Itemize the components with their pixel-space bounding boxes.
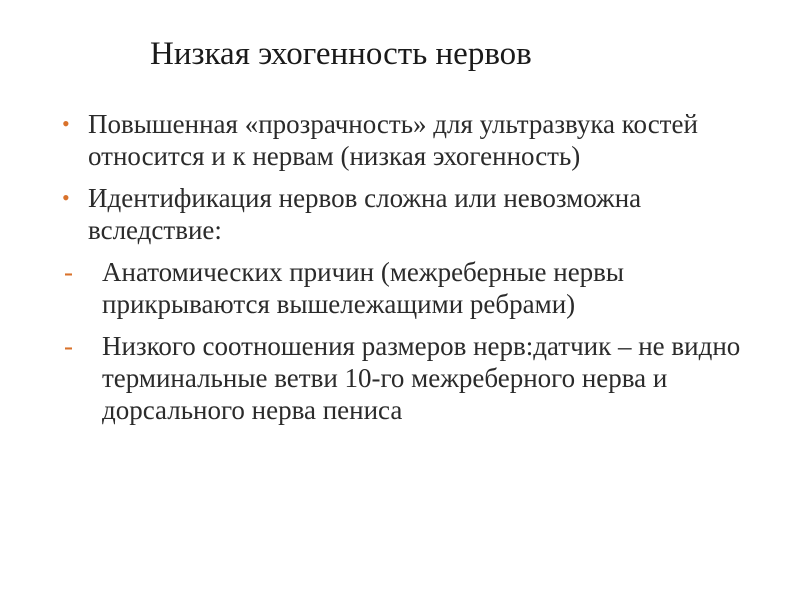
list-item [60,256,760,320]
bullet-list [60,108,760,436]
dash-icon: - [64,331,73,361]
dash-icon: - [64,257,73,287]
list-item-text: Анатомических причин (межреберные нервы прикрываются вышележащими ребрами) [102,257,625,319]
bullet-dot-icon: • [62,111,70,136]
list-item-text: Повышенная «прозрачность» для ультразвука костей относится и к нервам (низкая эхогенность) [88,109,698,171]
list-item [60,108,760,172]
slide-title: Низкая эхогенность нервов [150,36,532,72]
list-item [60,330,760,426]
list-item [60,182,760,246]
list-item-text: Низкого соотношения размеров нерв:датчик – не видно терминальные ветви 10-го межреберного нерва и дорсального нерва пениса [102,331,741,425]
list-item-text: Идентификация нервов сложна или невозможна вследствие: [88,183,642,245]
bullet-dot-icon: • [62,185,70,210]
